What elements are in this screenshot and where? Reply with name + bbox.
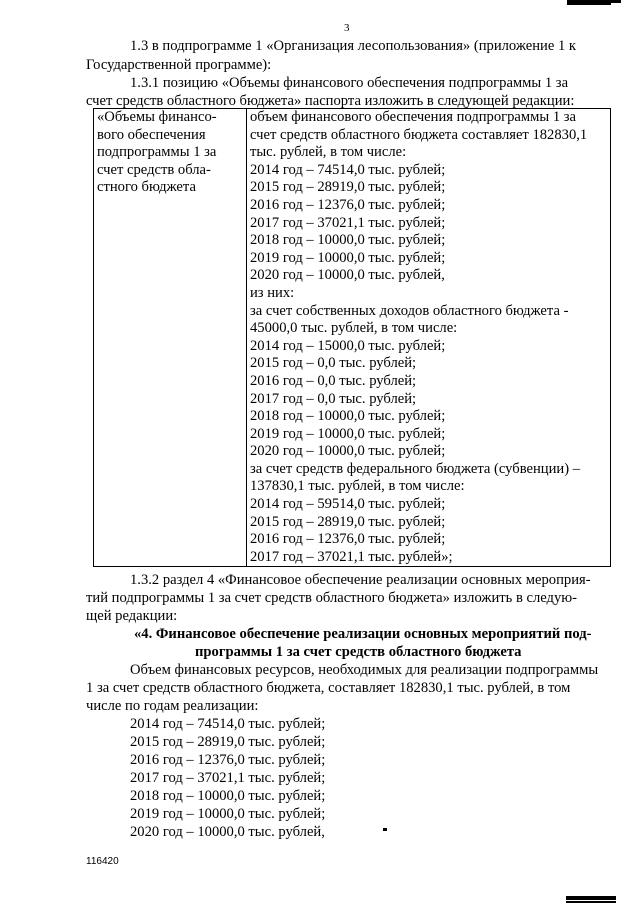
year-line: 2014 год – 74514,0 тыс. рублей; — [130, 716, 326, 732]
section-heading-line-1: «4. Финансовое обеспечение реализации основных мероприятий под- — [134, 626, 592, 642]
para-1-3-line-2: Государственной программе): — [86, 57, 272, 73]
body-line-3: числе по годам реализации: — [86, 698, 259, 714]
page-number: 3 — [344, 22, 350, 34]
value-line: за счет средств федерального бюджета (субвенции) – — [250, 460, 581, 477]
year-line: 2015 год – 28919,0 тыс. рублей; — [130, 734, 326, 750]
passport-value-cell — [247, 109, 611, 567]
document-code: 116420 — [86, 856, 119, 867]
passport-table — [93, 108, 611, 567]
para-1-3-2-line-1: 1.3.2 раздел 4 «Финансовое обеспечение реализации основных мероприя- — [130, 572, 591, 588]
label-line: вого обеспечения — [97, 126, 206, 143]
label-line: «Объемы финансо- — [97, 109, 217, 125]
para-1-3-line-1: 1.3 в подпрограмме 1 «Организация лесопользования» (приложение 1 к — [130, 38, 577, 54]
value-line: 2017 год – 37021,1 тыс. рублей»; — [250, 548, 453, 565]
section-heading-line-2: программы 1 за счет средств областного бюджета — [195, 644, 522, 660]
para-1-3-2-line-2: тий подпрограммы 1 за счет средств областного бюджета» изложить в следую- — [86, 590, 578, 606]
value-line: объем финансового обеспечения подпрограммы 1 за — [250, 109, 577, 125]
value-line: 2020 год – 10000,0 тыс. рублей; — [250, 443, 446, 460]
body-line-1: Объем финансовых ресурсов, необходимых для реализации подпрограммы — [130, 662, 599, 678]
value-line: 2014 год – 74514,0 тыс. рублей; — [250, 161, 446, 178]
value-line: 2018 год – 10000,0 тыс. рублей; — [250, 232, 446, 249]
year-line: 2016 год – 12376,0 тыс. рублей; — [130, 752, 326, 768]
value-line: 2014 год – 59514,0 тыс. рублей; — [250, 496, 446, 513]
value-line: 2017 год – 37021,1 тыс. рублей; — [250, 214, 446, 231]
value-line: 2016 год – 0,0 тыс. рублей; — [250, 372, 417, 389]
value-line: 2018 год – 10000,0 тыс. рублей; — [250, 408, 446, 425]
body-line-2: 1 за счет средств областного бюджета, составляет 182830,1 тыс. рублей, в том — [86, 680, 571, 696]
value-line: 2019 год – 10000,0 тыс. рублей; — [250, 249, 446, 266]
value-line: 2015 год – 28919,0 тыс. рублей; — [250, 179, 446, 196]
year-line: 2017 год – 37021,1 тыс. рублей; — [130, 770, 326, 786]
value-line: 2016 год – 12376,0 тыс. рублей; — [250, 531, 446, 548]
para-1-3-1-line-2: счет средств областного бюджета» паспорта изложить в следующей редакции: — [86, 93, 575, 109]
label-line: подпрограммы 1 за — [97, 144, 217, 161]
value-line: из них: — [250, 284, 295, 301]
label-line: стного бюджета — [97, 179, 196, 196]
value-line: за счет собственных доходов областного бюджета - — [250, 302, 569, 319]
para-1-3-2-line-3: щей редакции: — [86, 608, 178, 624]
value-line: 2014 год – 15000,0 тыс. рублей; — [250, 337, 446, 354]
label-line: счет средств обла- — [97, 161, 211, 178]
passport-row — [94, 109, 611, 567]
value-line: 2017 год – 0,0 тыс. рублей; — [250, 390, 417, 407]
value-line: 2015 год – 0,0 тыс. рублей; — [250, 355, 417, 372]
scan-dot — [383, 828, 387, 831]
para-1-3-1-line-1: 1.3.1 позицию «Объемы финансового обеспечения подпрограммы 1 за — [130, 75, 569, 91]
scan-mark-top — [567, 0, 611, 5]
value-line: 137830,1 тыс. рублей, в том числе: — [250, 478, 465, 495]
value-line: 45000,0 тыс. рублей, в том числе: — [250, 320, 458, 337]
value-line: 2016 год – 12376,0 тыс. рублей; — [250, 196, 446, 213]
scan-mark-top-tail — [611, 0, 621, 3]
value-line: тыс. рублей, в том числе: — [250, 144, 407, 161]
scan-mark-bottom-line — [566, 901, 616, 903]
passport-label-cell — [94, 109, 247, 567]
year-line: 2020 год – 10000,0 тыс. рублей, — [130, 824, 325, 840]
value-line: 2019 год – 10000,0 тыс. рублей; — [250, 425, 446, 442]
year-line: 2018 год – 10000,0 тыс. рублей; — [130, 788, 326, 804]
value-line: счет средств областного бюджета составляет 182830,1 — [250, 126, 588, 143]
value-line: 2020 год – 10000,0 тыс. рублей, — [250, 267, 445, 284]
value-line: 2015 год – 28919,0 тыс. рублей; — [250, 513, 446, 530]
scan-mark-bottom — [566, 896, 616, 900]
year-line: 2019 год – 10000,0 тыс. рублей; — [130, 806, 326, 822]
